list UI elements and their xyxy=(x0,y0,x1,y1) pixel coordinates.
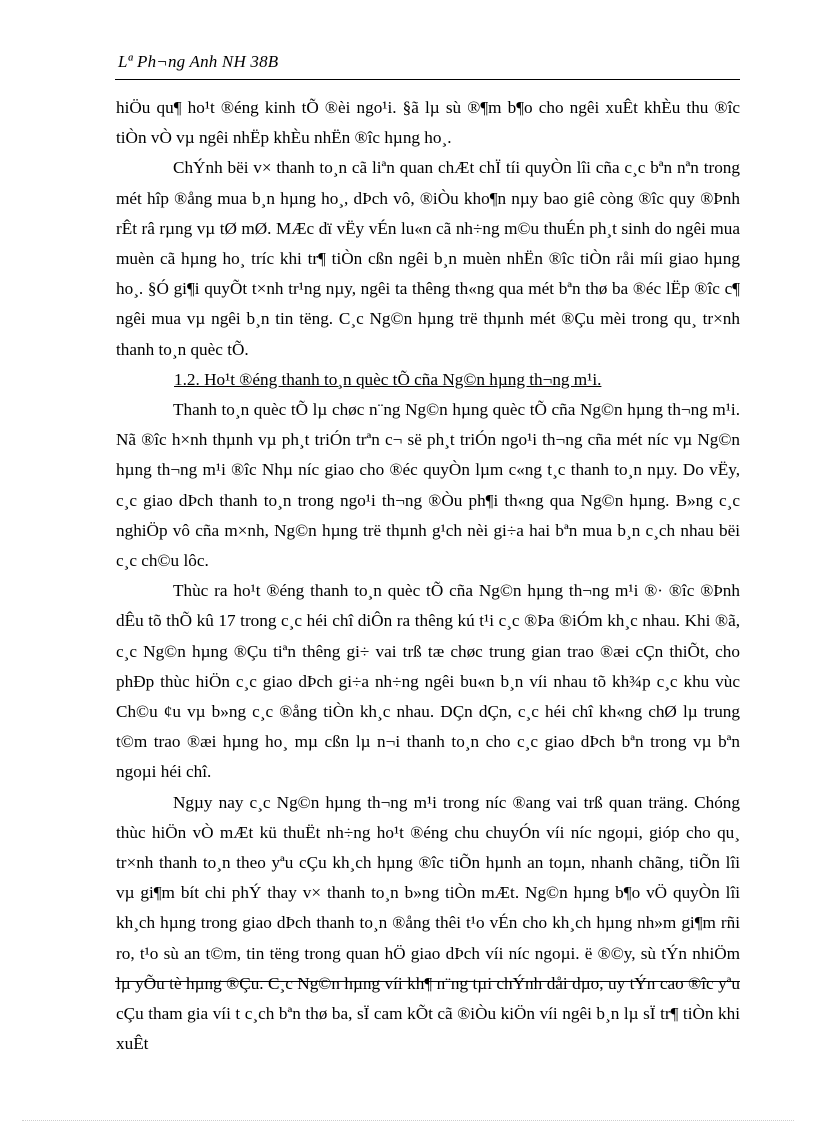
paragraph-3: Thanh to¸n quèc tÕ lµ chøc n¨ng Ng©n hµng quèc tÕ cña Ng©n hµng th¬ng m¹i. Nã ®îc h×nh thµnh vµ ph¸t triÓn trªn c¬ së ph¸t triÓn ngo¹i th¬ng cña mét níc vµ Ng©n hµng th¬ng m¹i ®îc Nhµ níc giao cho ®éc quyÒn lµm c«ng t¸c thanh to¸n nµy. Do vËy, c¸c giao dÞch thanh to¸n trong ngo¹i th¬ng ®Òu ph¶i th«ng qua Ng©n hµng. B»ng c¸c nghiÖp vô cña m×nh, Ng©n hµng trë thµnh g¹ch nèi gi÷a hai bªn mua b¸n c¸ch nhau bëi c¸c ch©u lôc. xyxy=(116,400,740,571)
footer-rule xyxy=(115,981,740,982)
section-heading: 1.2. Ho¹t ®éng thanh to¸n quèc tÕ cña Ng©n hµng th¬ng m¹i. xyxy=(174,369,602,389)
running-header: Lª Ph¬ng Anh NH 38B xyxy=(118,52,279,71)
paragraph-1: hiÖu qu¶ ho¹t ®éng kinh tÕ ®èi ngo¹i. §ã lµ sù ®¶m b¶o cho ngêi xuÊt khÈu thu ®îc tiÒn vÒ vµ ngêi nhËp khÈu nhËn ®îc hµng ho¸. xyxy=(116,98,740,148)
paragraph-4: Thùc ra ho¹t ®éng thanh to¸n quèc tÕ cña Ng©n hµng th¬ng m¹i ®· ®îc ®Þnh dÊu tõ thÕ kû 17 trong c¸c héi chî diÔn ra thêng kú t¹i c¸c ®Þa ®iÓm kh¸c nhau. Khi ®ã, c¸c Ng©n hµng ®Çu tiªn thêng gi÷ vai trß tæ chøc trung gian trao ®æi cÇn thiÕt, cho phÐp thùc hiÖn c¸c giao dÞch gi÷a nh÷ng ngêi bu«n b¸n víi nhau tõ kh¾p c¸c khu vùc Ch©u ¢u vµ b»ng c¸c ®ång tiÒn kh¸c nhau. DÇn dÇn, c¸c héi chî kh«ng chØ lµ trung t©m trao ®æi hµng ho¸ mµ cßn lµ n¬i thanh to¸n cho c¸c giao dÞch bªn trong vµ bªn ngoµi héi chî. xyxy=(116,581,740,782)
page-edge-dotted-line xyxy=(22,1120,794,1121)
paragraph-5: Ngµy nay c¸c Ng©n hµng th¬ng m¹i trong níc ®ang vai trß quan träng. Chóng thùc hiÖn vÒ mÆt kü thuËt nh÷ng ho¹t ®éng chu chuyÓn víi níc ngoµi, gióp cho qu¸ tr×nh thanh to¸n theo yªu cÇu kh¸ch hµng ®îc tiÕn hµnh an toµn, nhanh chãng, tiÕn lîi vµ gi¶m bít chi phÝ thay v× thanh to¸n b»ng tiÒn mÆt. Ng©n hµng b¶o vÖ quyÒn lîi kh¸ch hµng trong giao dÞch thanh to¸n ®ång thêi t¹o vÉn cho kh¸ch hµng nh»m gi¶m rñi ro, t¹o sù an t©m, tin tëng trong quan hÖ giao dÞch víi níc ngoµi. ë ®©y, sù tÝn nhiÖm lµ yÕu tè hµng ®Çu. C¸c Ng©n hµng víi kh¶ n¨ng tµi chÝnh dåi dµo, uy tÝn cao ®îc yªu cÇu tham gia víi t c¸ch bªn thø ba, sÏ cam kÕt cã ®iÒu kiÖn víi ngêi b¸n lµ sÏ tr¶ tiÒn khi xuÊt xyxy=(116,792,740,1054)
header-rule xyxy=(115,79,740,80)
document-body xyxy=(116,93,740,1060)
paragraph-2: ChÝnh bëi v× thanh to¸n cã liªn quan chÆt chÏ tíi quyÒn lîi cña c¸c bªn nªn trong mét hîp ®ång mua b¸n hµng ho¸, dÞch vô, ®iÒu kho¶n nµy bao giê còng ®îc quy ®Þnh rÊt râ rµng vµ tØ mØ. MÆc dï vËy vÉn lu«n cã nh÷ng m©u thuÉn ph¸t sinh do ngêi mua muèn cã hµng ho¸ tríc khi tr¶ tiÒn cßn ngêi b¸n muèn nhËn ®îc tiÒn råi míi giao hµng ho¸. §Ó gi¶i quyÕt t×nh tr¹ng nµy, ngêi ta thêng th«ng qua mét bªn thø ba ®éc lËp ®îc c¶ ngêi mua vµ ngêi b¸n tin tëng. C¸c Ng©n hµng trë thµnh mét ®Çu mèi trong qu¸ tr×nh thanh to¸n quèc tÕ. xyxy=(116,158,740,359)
